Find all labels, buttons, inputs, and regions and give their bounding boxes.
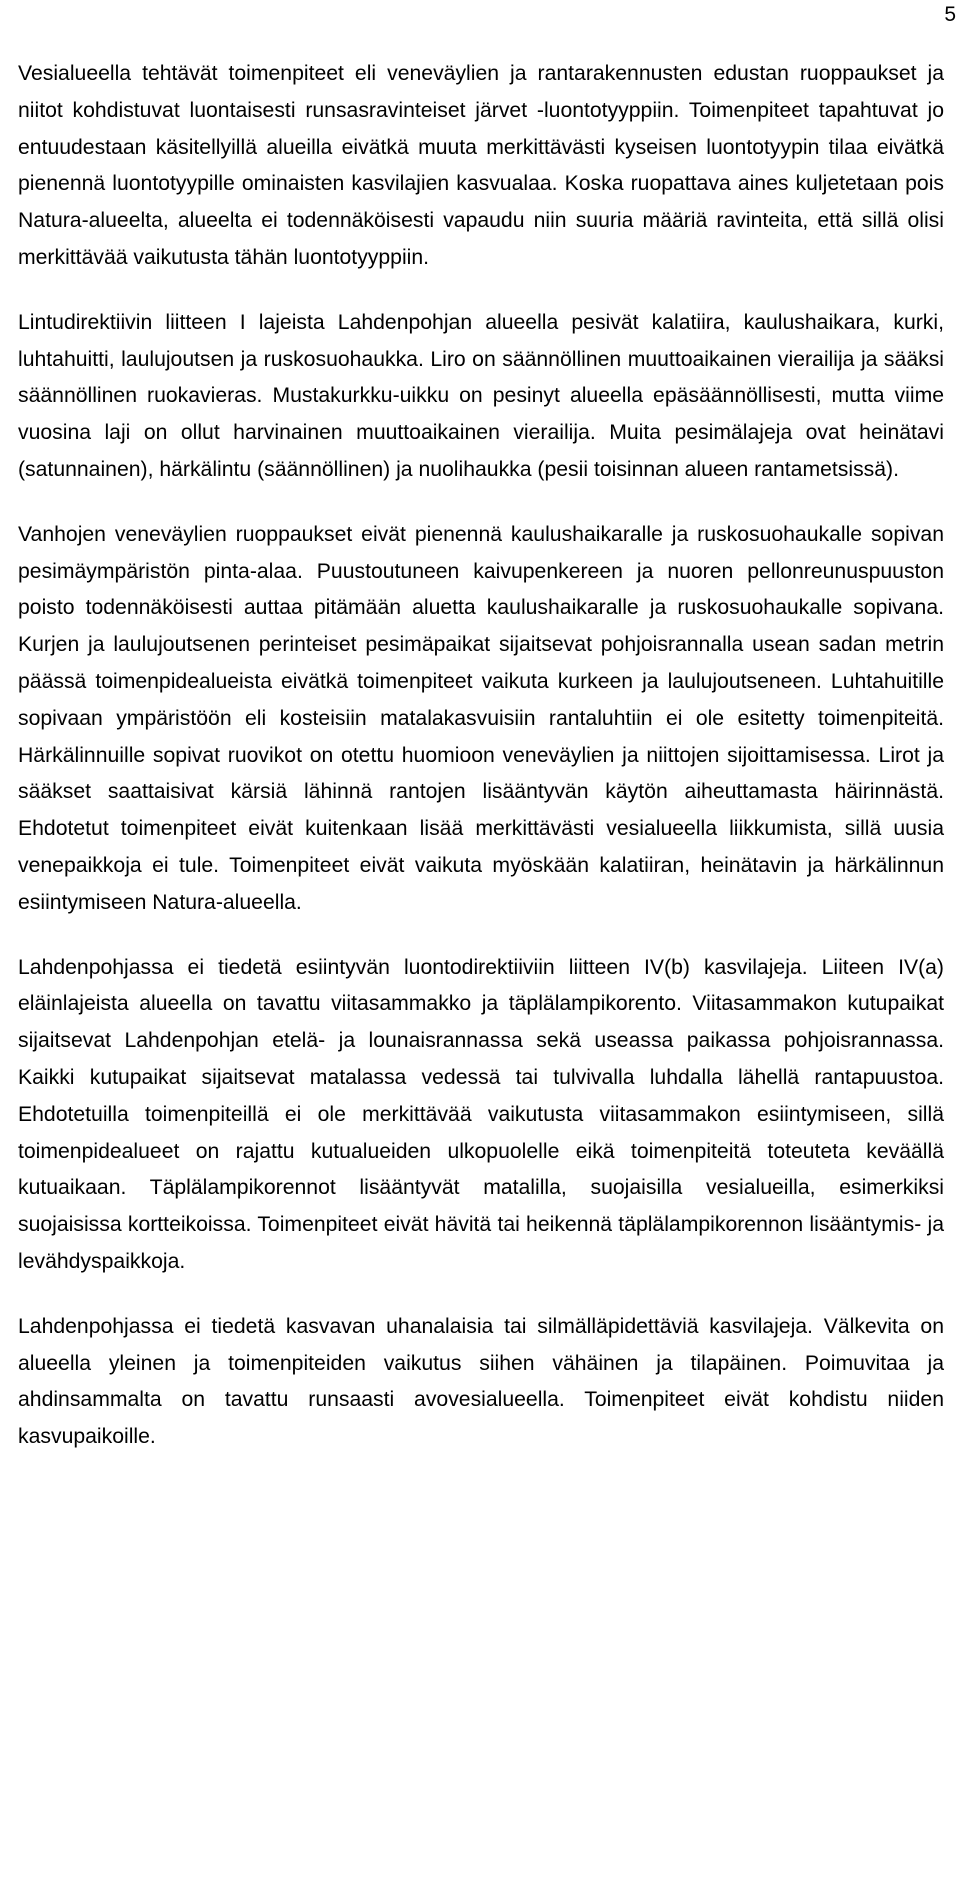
paragraph-habitats-directive-species: Lahdenpohjassa ei tiedetä esiintyvän luontodirektiiviin liitteen IV(b) kasvilajeja. Liiteen IV(a) eläinlajeista alueella on tavattu viitasammakko ja täplälampikorento. Viitasammakon kutupaikat sijaitsevat Lahdenpohjan etelä- ja lounaisrannassa sekä useassa paikassa pohjoisrannassa. Kaikki kutupaikat sijaitsevat matalassa vedessä tai tulvivalla luhdalla lähellä rantapuustoa. Ehdotetuilla toimenpiteillä ei ole merkittävää vaikutusta viitasammakon esiintymiseen, sillä toimenpidealueet on rajattu kutualueiden ulkopuolelle eikä toimenpiteitä toteuteta keväällä kutuaikaan. Täplälampikorennot lisääntyvät matalilla, suojaisilla vesialueilla, esimerkiksi suojaisissa kortteikoissa. Toimenpiteet eivät hävitä tai heikennä täplälampikorennon lisääntymis- ja levähdyspaikkoja.: [18, 955, 944, 1273]
paragraph-water-area-measures: Vesialueella tehtävät toimenpiteet eli veneväylien ja rantarakennusten edustan ruoppaukset ja niitot kohdistuvat luontaisesti runsasravinteiset järvet -luontotyyppiin. Toimenpiteet tapahtuvat jo entuudestaan käsitellyillä alueilla eivätkä muuta merkittävästi kyseisen luontotyypin tilaa eivätkä pienennä luontotyypille ominaisten kasvilajien kasvualaa. Koska ruopattava aines kuljetetaan pois Natura-alueelta, alueelta ei todennäköisesti vapaudu niin suuria määriä ravinteita, että sillä olisi merkittävää vaikutusta tähän luontotyyppiin.: [18, 62, 944, 269]
paragraph-bird-directive-species: Lintudirektiivin liitteen I lajeista Lahdenpohjan alueella pesivät kalatiira, kaulushaikara, kurki, luhtahuitti, laulujoutsen ja ruskosuohaukka. Liro on säännöllinen muuttoaikainen vierailija ja sääksi säännöllinen ruokavieras. Mustakurkku-uikku on pesinyt alueella epäsäännöllisesti, mutta viime vuosina laji on ollut harvinainen muuttoaikainen vierailija. Muita pesimälajeja ovat heinätavi (satunnainen), härkälintu (säännöllinen) ja nuolihaukka (pesii toisinnan alueen rantametsissä).: [18, 310, 944, 481]
paragraph-threatened-plants: Lahdenpohjassa ei tiedetä kasvavan uhanalaisia tai silmälläpidettäviä kasvilajeja. Välkevita on alueella yleinen ja toimenpiteiden vaikutus siihen vähäinen ja tilapäinen. Poimuvitaa ja ahdinsammalta on tavattu runsaasti avovesialueella. Toimenpiteet eivät kohdistu niiden kasvupaikoille.: [18, 1314, 944, 1449]
page-number: 5: [944, 3, 956, 26]
paragraph-bird-impacts: Vanhojen veneväylien ruoppaukset eivät pienennä kaulushaikaralle ja ruskosuohaukalle sopivan pesimäympäristön pinta-alaa. Puustoutuneen kaivupenkereen ja nuoren pellonreunuspuuston poisto todennäköisesti auttaa pitämään aluetta kaulushaikaralle ja ruskosuohaukalle sopivana. Kurjen ja laulujoutsenen perinteiset pesimäpaikat sijaitsevat pohjoisrannalla usean sadan metrin päässä toimenpidealueista eivätkä toimenpiteet vaikuta kurkeen ja laulujoutseneen. Luhtahuitille sopivaan ympäristöön eli kosteisiin matalakasvuisiin rantaluhtiin ei ole esitetty toimenpiteitä. Härkälinnuille sopivat ruovikot on otettu huomioon veneväylien ja niittojen sijoittamisessa. Lirot ja sääkset saattaisivat kärsiä lähinnä rantojen lisääntyvän käytön aiheuttamasta häirinnästä. Ehdotetut toimenpiteet eivät kuitenkaan lisää merkittävästi vesialueella liikkumista, sillä uusia venepaikkoja ei tule. Toimenpiteet eivät vaikuta myöskään kalatiiran, heinätavin ja härkälinnun esiintymiseen Natura-alueella.: [18, 522, 944, 914]
document-body: [18, 56, 944, 1456]
